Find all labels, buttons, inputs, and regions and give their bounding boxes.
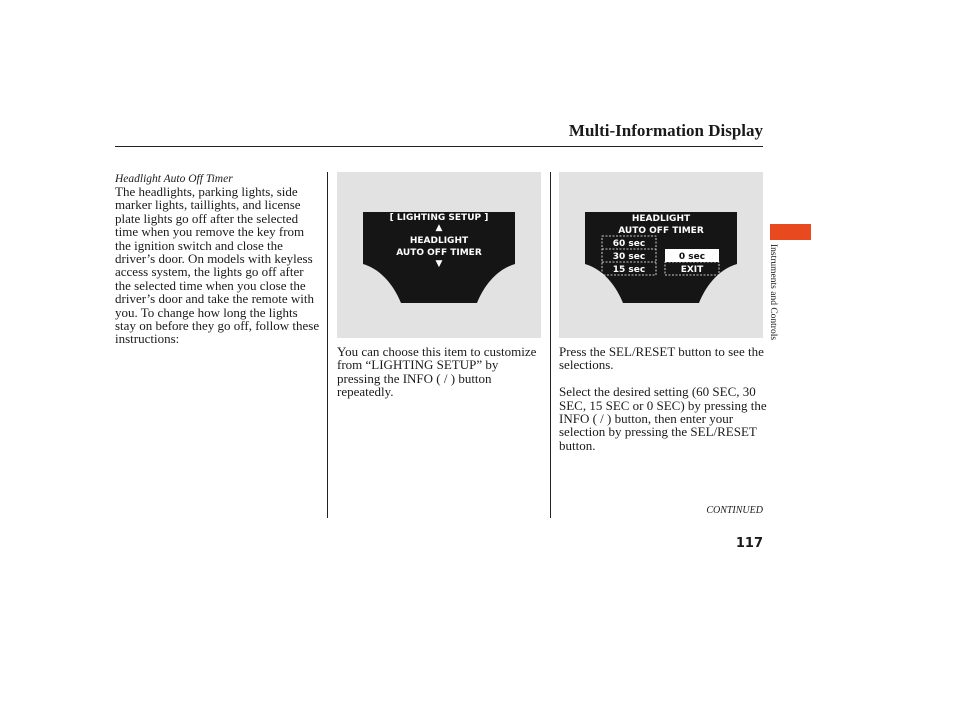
section-body: The headlights, parking lights, side marker lights, taillights, and license plate lights go off after the selected time when you remove the key from the ignition switch and close the driver’s door. On models with keyless access system, the lights go off after the selected time when you close the driver’s door and take the remote with you. To change how long the lights stay on before they go off, follow these instructions: xyxy=(115,184,320,347)
lcd2-option-15: 15 sec xyxy=(612,265,646,275)
column-divider-right xyxy=(550,172,551,518)
header-rule xyxy=(115,146,763,147)
caption-paragraph-2: Select the desired setting (60 SEC, 30 SEC, 15 SEC or 0 SEC) by pressing the INFO ( / ) button, then enter your selection by pressing the SEL/RESET button. xyxy=(559,384,767,453)
lcd-illustration-lighting-setup xyxy=(337,172,541,338)
lcd1-title: [ LIGHTING SETUP ] xyxy=(389,213,489,223)
continued-note: CONTINUED xyxy=(706,505,763,516)
down-arrow-icon: ▼ xyxy=(435,259,443,269)
page-number: 117 xyxy=(735,536,763,551)
lcd1-line1: HEADLIGHT xyxy=(409,236,469,246)
page-title: Multi-Information Display xyxy=(568,121,763,140)
lcd2-option-60: 60 sec xyxy=(612,239,646,249)
section-tab-marker xyxy=(770,224,811,240)
lcd2-option-30: 30 sec xyxy=(612,252,646,262)
lcd-screen-1 xyxy=(337,172,541,338)
lcd2-line1: HEADLIGHT xyxy=(631,214,691,224)
lcd1-line2: AUTO OFF TIMER xyxy=(396,248,482,258)
caption-lighting-setup: You can choose this item to customize from “LIGHTING SETUP” by pressing the INFO ( / ) button repeatedly. xyxy=(337,344,537,400)
caption-paragraph-1: Press the SEL/RESET button to see the selections. xyxy=(559,344,764,373)
lcd-screen-2 xyxy=(559,172,763,338)
side-section-label xyxy=(766,244,786,374)
column-divider-left xyxy=(327,172,328,518)
up-arrow-icon: ▲ xyxy=(435,223,443,233)
side-label-text: Instruments and Controls xyxy=(768,244,778,341)
lcd2-line2: AUTO OFF TIMER xyxy=(618,226,704,236)
section-heading: Headlight Auto Off Timer xyxy=(115,173,233,185)
lcd-illustration-auto-off-timer xyxy=(559,172,763,338)
caption-auto-off-timer xyxy=(559,345,767,452)
lcd2-selected-value: 0 sec xyxy=(678,252,706,262)
lcd2-exit: EXIT xyxy=(680,265,704,275)
